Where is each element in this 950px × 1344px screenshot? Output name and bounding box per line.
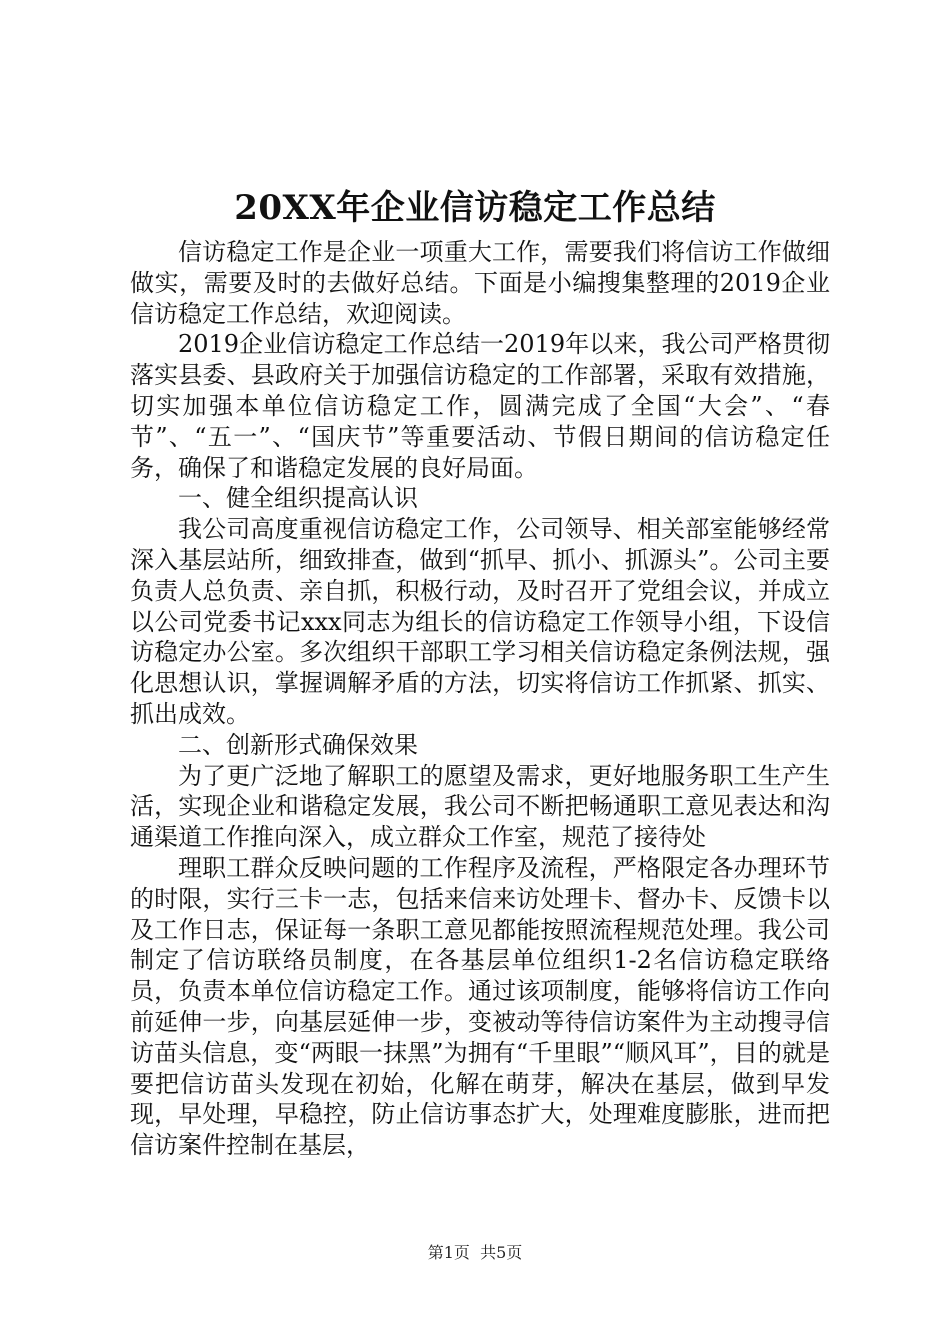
section-1-paragraph: 我公司高度重视信访稳定工作，公司领导、相关部室能够经常深入基层站所，细致排查，做到“抓早、抓小、抓源头”。公司主要负责人总负责、亲自抓，积极行动，及时召开了党组会议，并成立以公司党委书记xxx同志为组长的信访稳定工作领导小组，下设信访稳定办公室。多次组织干部职工学习相关信访稳定条例法规，强化思想认识，掌握调解矛盾的方法，切实将信访工作抓紧、抓实、抓出成效。: [130, 515, 830, 728]
page-number: 第1页: [427, 1243, 470, 1262]
document-body: [130, 237, 830, 1161]
summary-paragraph: 2019企业信访稳定工作总结一2019年以来，我公司严格贯彻落实县委、县政府关于加强信访稳定的工作部署，采取有效措施，切实加强本单位信访稳定工作，圆满完成了全国“大会”、“春节”、“五一”、“国庆节”等重要活动、节假日期间的信访稳定任务，确保了和谐稳定发展的良好局面。: [130, 330, 830, 482]
section-2-continuation-paragraph: 理职工群众反映问题的工作程序及流程，严格限定各办理环节的时限，实行三卡一志，包括来信来访处理卡、督办卡、反馈卡以及工作日志，保证每一条职工意见都能按照流程规范处理。我公司制定了信访联络员制度，在各基层单位组织1-2名信访稳定联络员，负责本单位信访稳定工作。通过该项制度，能够将信访工作向前延伸一步，向基层延伸一步，变被动等待信访案件为主动搜寻信访苗头信息，变“两眼一抹黑”为拥有“千里眼”“顺风耳”，目的就是要把信访苗头发现在初始，化解在萌芽，解决在基层，做到早发现，早处理，早稳控，防止信访事态扩大，处理难度膨胀，进而把信访案件控制在基层，: [130, 853, 830, 1160]
section-heading-1: 一、健全组织提高认识: [178, 484, 418, 513]
page-total: 共5页: [480, 1243, 523, 1262]
document-title: 20XX年企业信访稳定工作总结: [234, 188, 716, 228]
section-heading-2: 二、创新形式确保效果: [178, 730, 418, 759]
intro-paragraph: 信访稳定工作是企业一项重大工作，需要我们将信访工作做细做实，需要及时的去做好总结。下面是小编搜集整理的2019企业信访稳定工作总结，欢迎阅读。: [130, 238, 830, 328]
page-footer: [0, 1243, 950, 1263]
section-2-paragraph: 为了更广泛地了解职工的愿望及需求，更好地服务职工生产生活，实现企业和谐稳定发展，我公司不断把畅通职工意见表达和沟通渠道工作推向深入，成立群众工作室，规范了接待处: [130, 761, 830, 852]
